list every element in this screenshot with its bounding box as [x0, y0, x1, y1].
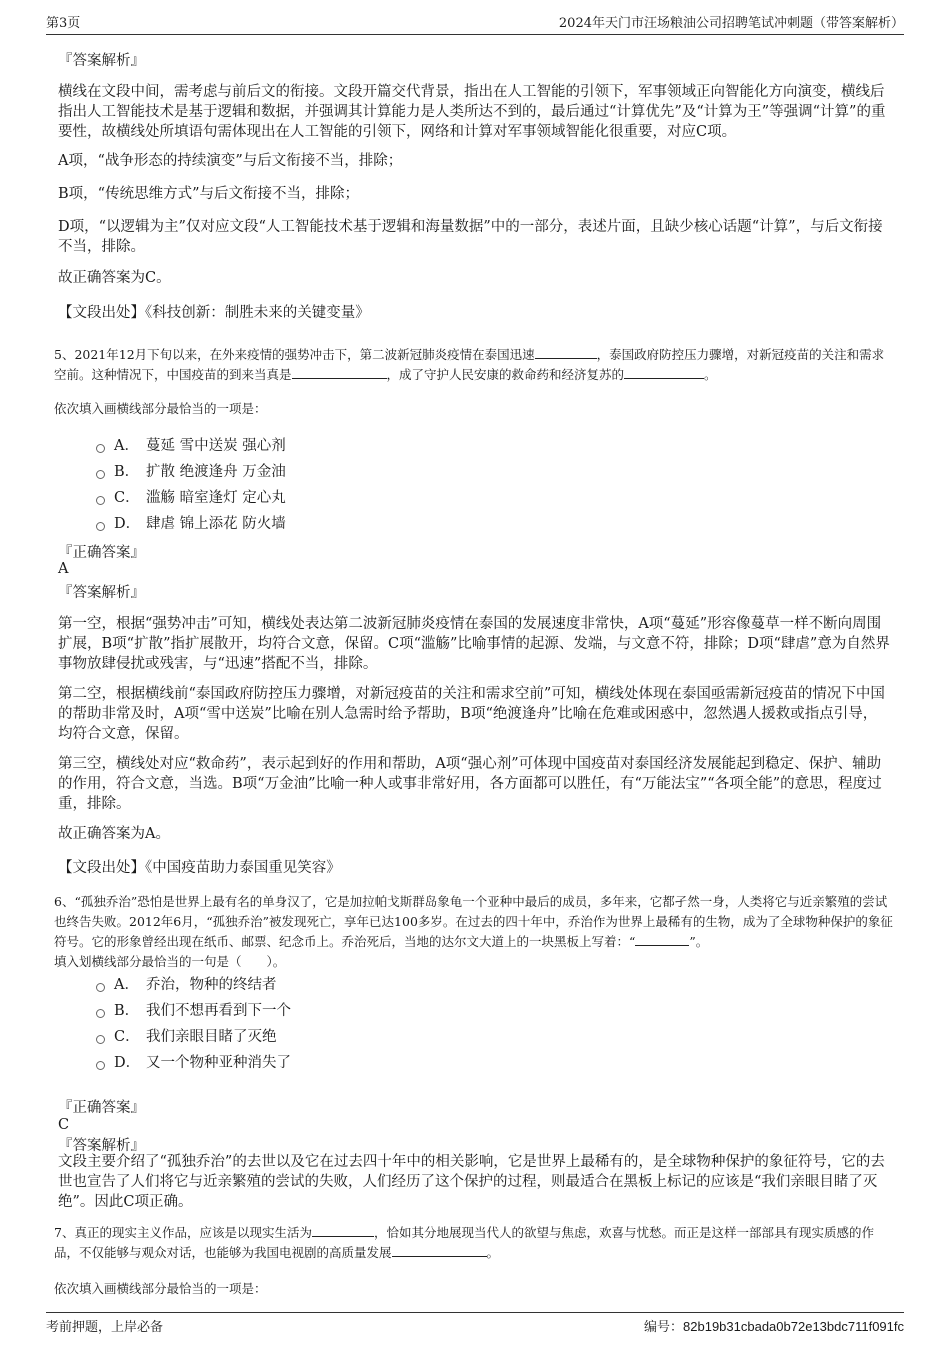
radio-icon[interactable] — [96, 470, 105, 479]
radio-icon[interactable] — [96, 1061, 105, 1070]
q5-analysis-2: 第二空，根据横线前“泰国政府防控压力骤增，对新冠疫苗的关注和需求空前”可知，横线处体现在泰国亟需新冠疫苗的情况下中国的帮助非常及时，A项“雪中送炭”比喻在别人急需时给予帮助，B项“绝渡逢舟”比喻在危难或困惑中，忽然遇人援救或指点引导，均符合文意，保留。 — [58, 686, 885, 742]
q5-option-a[interactable]: A． 蔓延 雪中送炭 强心剂 — [96, 436, 286, 456]
page-footer — [46, 1312, 904, 1335]
radio-icon[interactable] — [96, 983, 105, 992]
radio-icon[interactable] — [96, 522, 105, 531]
q5-blank-3[interactable] — [624, 365, 704, 379]
q5-blank-1[interactable] — [535, 345, 597, 359]
q6-analysis-label: 『答案解析』 — [58, 1138, 145, 1154]
q5-answer-label: 『正确答案』 — [58, 545, 145, 561]
q6-analysis: 文段主要介绍了“孤独乔治”的去世以及它在过去四十年中的相关影响，它是世界上最稀有的，是全球物种保护的象征符号，它的去世也宣告了人们将它与近亲繁殖的尝试的失败，人们经历了这个保护的过程，则最适合在黑板上标记的应该是“我们亲眼目睹了灭绝”。因此C项正确。 — [58, 1154, 885, 1210]
q5-conclusion: 故正确答案为A。 — [58, 826, 170, 842]
q4-analysis-paragraph — [58, 82, 890, 142]
q4-option-b-analysis: B项，“传统思维方式”与后文衔接不当，排除； — [58, 186, 359, 202]
q6-option-d[interactable]: D． 又一个物种亚种消失了 — [96, 1053, 291, 1073]
q5-source: 【文段出处】《中国疫苗助力泰国重见笑容》 — [58, 860, 341, 876]
radio-icon[interactable] — [96, 1009, 105, 1018]
document-title: 2024年天门市汪场粮油公司招聘笔试冲刺题（带答案解析） — [558, 16, 904, 31]
q4-option-d-analysis: D项，“以逻辑为主”仅对应文段“人工智能技术基于逻辑和海量数据”中的一部分，表述片面，且缺少核心话题“计算”，与后文衔接不当，排除。 — [58, 219, 883, 255]
q4-analysis-text: 横线在文段中间，需考虑与前后文的衔接。文段开篇交代背景，指出在人工智能的引领下，军事领域正向智能化方向演变，横线后指出人工智能技术是基于逻辑和数据，并强调其计算能力是人类所达不到的，最后通过“计算优先”及“计算为王”等强调“计算”的重要性，故横线处所填语句需体现出在人工智能的引领下，网络和计算对军事领域智能化很重要，对应C项。 — [58, 84, 886, 140]
radio-icon[interactable] — [96, 1035, 105, 1044]
q5-prompt: 依次填入画横线部分最恰当的一项是： — [54, 401, 267, 416]
q7-prompt: 依次填入画横线部分最恰当的一项是： — [54, 1281, 267, 1296]
q4-option-a-analysis: A项，“战争形态的持续演变”与后文衔接不当，排除； — [58, 153, 403, 169]
q5-stem: 5、2021年12月下旬以来，在外来疫情的强势冲击下，第二波新冠肺炎疫情在泰国迅速 ，泰国政府防控压力骤增，对新冠疫苗的关注和需求空前。这种情况下，中国疫苗的到来当真是 ，成了守护人民安康的救命药和经济复苏的 。 — [54, 347, 885, 382]
q6-answer: C — [58, 1117, 70, 1133]
q7-stem: 7、真正的现实主义作品，应该是以现实生活为 ，恰如其分地展现当代人的欲望与焦虑，欢喜与忧愁。而正是这样一部部具有现实质感的作品，不仅能够与观众对话，也能够为我国电视剧的高质量发展 。 — [54, 1225, 874, 1260]
q5-blank-2[interactable] — [292, 365, 387, 379]
q5-analysis-3: 第三空，横线处对应“救命药”，表示起到好的作用和帮助，A项“强心剂”可体现中国疫苗对泰国经济发展能起到稳定、保护、辅助的作用，符合文意，当选。B项“万金油”比喻一种人或事非常好用，各方面都可以胜任，有“万能法宝”“各项全能”的意思，程度过重，排除。 — [58, 756, 882, 812]
q5-option-d[interactable]: D． 肆虐 锦上添花 防火墙 — [96, 514, 286, 534]
q5-analysis-1: 第一空，根据“强势冲击”可知，横线处表达第二波新冠肺炎疫情在泰国的发展速度非常快，A项“蔓延”形容像蔓草一样不断向周围扩展，B项“扩散”指扩展散开，均符合文意，保留。C项“滥觞”比喻事情的起源、发端，与文意不符，排除；D项“肆虐”意为自然界事物放肆侵扰或残害，与“迅速”搭配不当，排除。 — [58, 616, 890, 672]
q7-blank-1[interactable] — [312, 1223, 374, 1237]
q5-analysis-label: 『答案解析』 — [58, 585, 145, 601]
q4-source: 【文段出处】《科技创新：制胜未来的关键变量》 — [58, 305, 370, 321]
q5-answer: A — [58, 561, 69, 577]
q6-answer-label: 『正确答案』 — [58, 1100, 145, 1116]
q7-blank-2[interactable] — [392, 1243, 487, 1257]
radio-icon[interactable] — [96, 496, 105, 505]
q6-stem: 6、“孤独乔治”恐怕是世界上最有名的单身汉了，它是加拉帕戈斯群岛象龟一个亚种中最后的成员，多年来，它都孑然一身，人类将它与近亲繁殖的尝试也终告失败。2012年6月，“孤独乔治”被发现死亡，享年已达100多岁。在过去的四十年中，乔治作为世界上最稀有的生物，成为了全球物种保护的象征符号。它的形象曾经出现在纸币、邮票、纪念币上。乔治死后，当地的达尔文大道上的一块黑板上写着：“ ”。 — [54, 894, 893, 949]
q6-option-c[interactable]: C． 我们亲眼目睹了灭绝 — [96, 1027, 277, 1047]
q6-option-b[interactable]: B． 我们不想再看到下一个 — [96, 1001, 291, 1021]
footer-slogan: 考前押题，上岸必备 — [46, 1320, 164, 1335]
radio-icon[interactable] — [96, 444, 105, 453]
footer-code: 编号：82b19b31cbada0b72e13bdc711f091fc — [644, 1319, 904, 1335]
page-number: 第3页 — [46, 16, 81, 31]
q6-option-a[interactable]: A． 乔治，物种的终结者 — [96, 975, 277, 995]
q5-option-b[interactable]: B． 扩散 绝渡逢舟 万金油 — [96, 462, 286, 482]
q5-option-c[interactable]: C． 滥觞 暗室逢灯 定心丸 — [96, 488, 286, 508]
q6-blank[interactable] — [635, 932, 689, 946]
q4-conclusion: 故正确答案为C。 — [58, 270, 171, 286]
q4-analysis-label: 『答案解析』 — [58, 53, 145, 69]
q6-prompt: 填入划横线部分最恰当的一句是（ ）。 — [54, 954, 286, 969]
page-header — [46, 12, 904, 35]
